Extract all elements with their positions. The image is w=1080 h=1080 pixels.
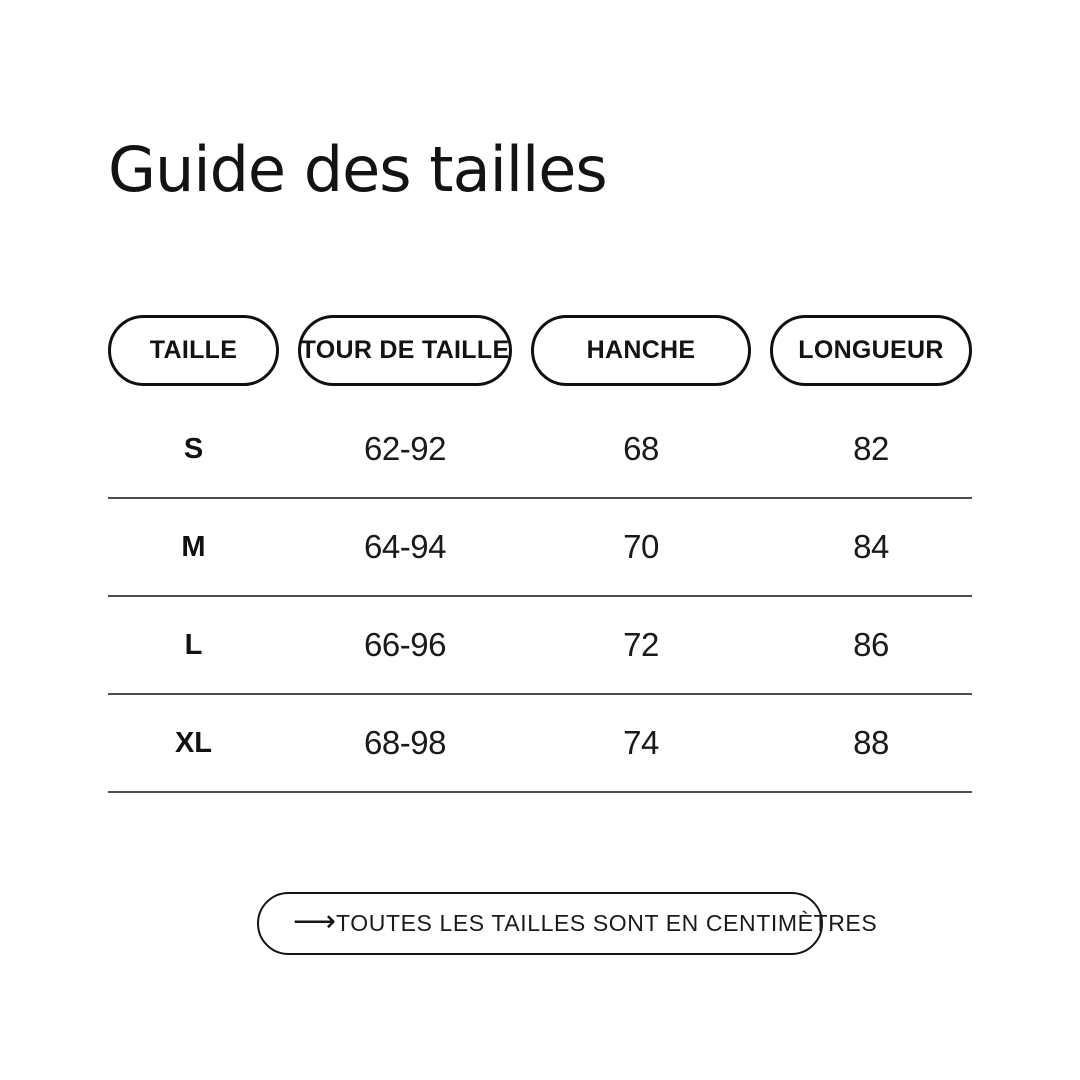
long-right-arrow-icon: ⟶ <box>293 904 337 939</box>
column-header-taille: TAILLE <box>108 315 279 386</box>
cell-taille: L <box>184 628 203 661</box>
units-note-text: TOUTES LES TAILLES SONT EN CENTIMÈTRES <box>336 910 878 936</box>
page-title: Guide des tailles <box>108 133 607 206</box>
cell-taille: S <box>183 432 204 465</box>
column-header-longueur: LONGUEUR <box>770 315 972 386</box>
cell-hanche: 70 <box>623 528 659 565</box>
column-header-tour-de-taille: TOUR DE TAILLE <box>298 315 512 386</box>
cell-taille: M <box>181 530 206 563</box>
table-row-xl <box>108 695 972 793</box>
units-note-pill <box>257 892 878 955</box>
table-row-l <box>108 597 972 695</box>
cell-tour-de-taille: 64-94 <box>364 528 446 565</box>
cell-hanche: 68 <box>623 430 659 467</box>
cell-tour-de-taille: 62-92 <box>364 430 446 467</box>
table-row-m <box>108 499 972 597</box>
column-header-hanche: HANCHE <box>531 315 751 386</box>
cell-longueur: 84 <box>853 528 889 565</box>
cell-hanche: 74 <box>623 724 659 761</box>
cell-tour-de-taille: 68-98 <box>364 724 446 761</box>
cell-hanche: 72 <box>623 626 659 663</box>
table-row-s <box>108 401 972 499</box>
cell-tour-de-taille: 66-96 <box>364 626 446 663</box>
cell-taille: XL <box>174 726 213 759</box>
table-header-row <box>108 315 972 386</box>
size-table <box>108 401 972 793</box>
cell-longueur: 86 <box>853 626 889 663</box>
cell-longueur: 88 <box>853 724 889 761</box>
cell-longueur: 82 <box>853 430 889 467</box>
